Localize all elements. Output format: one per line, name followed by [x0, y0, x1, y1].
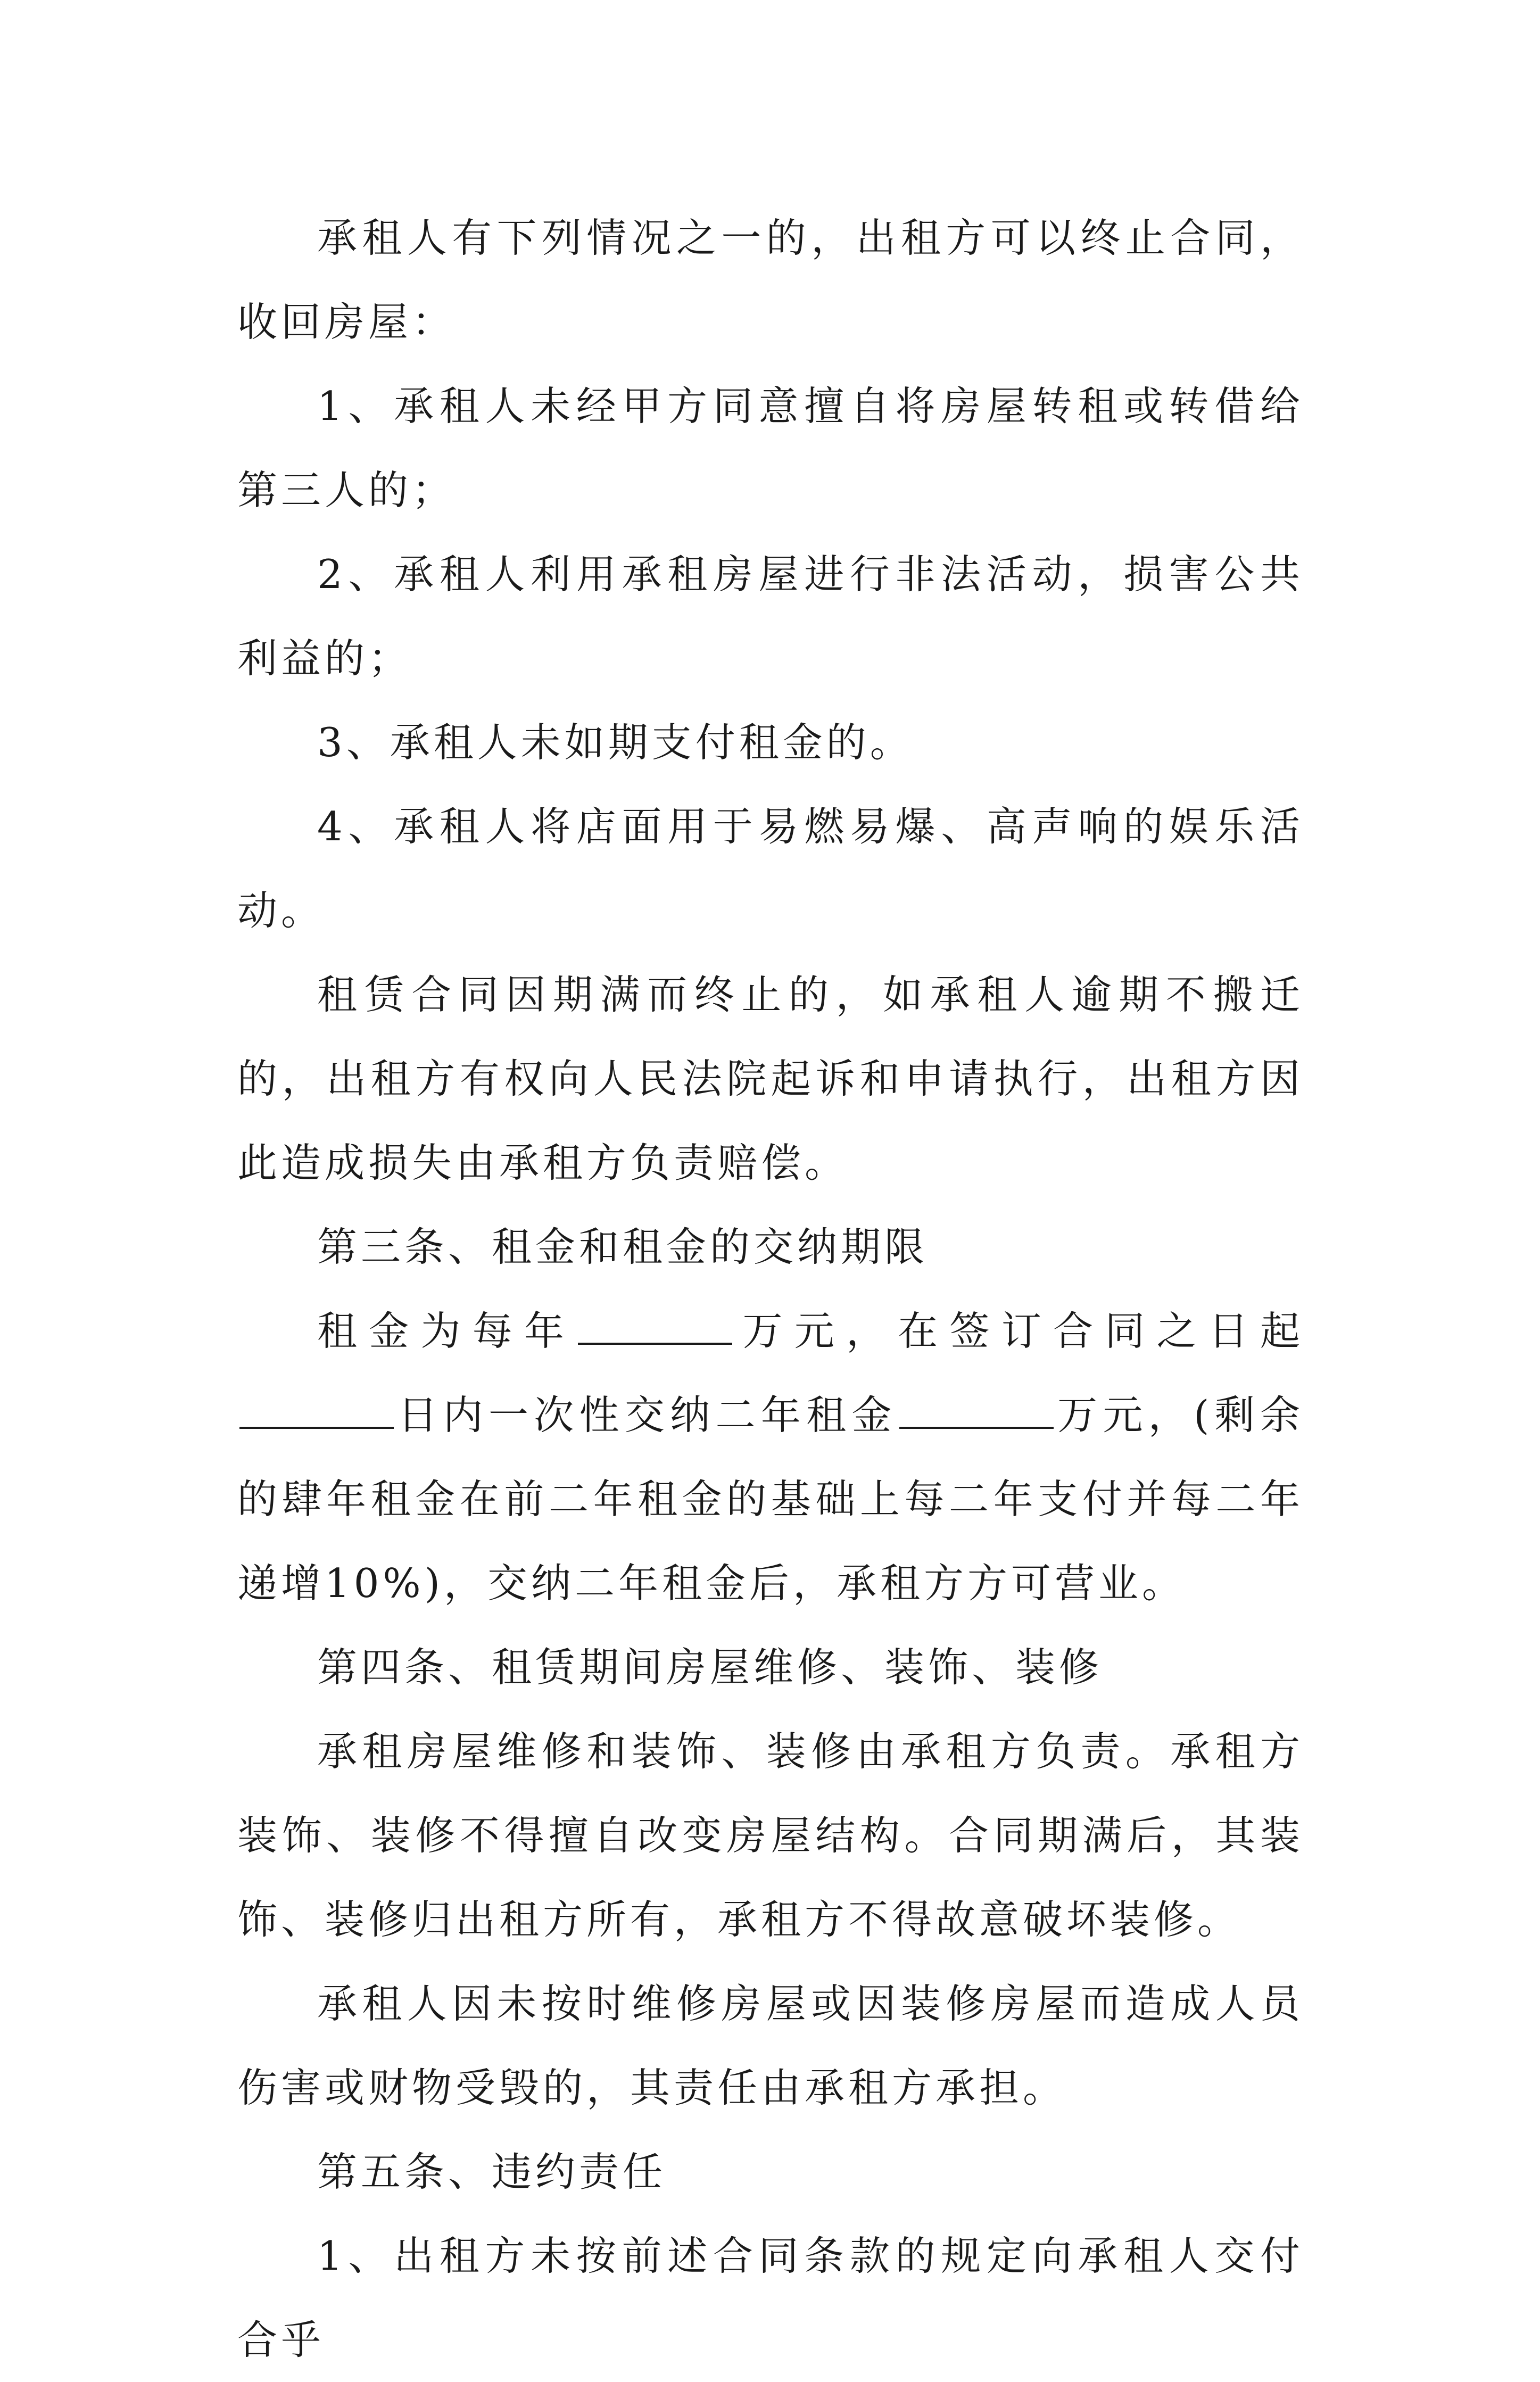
paragraph-item-3: 3、承租人未如期支付租金的。 — [317, 719, 914, 766]
blank-annual-rent — [578, 1305, 732, 1345]
paragraph-rent — [237, 1289, 1304, 1625]
paragraph-liability: 承租人因未按时维修房屋或因装修房屋而造成人员伤害或财物受毁的，其责任由承租方承担。 — [237, 1980, 1304, 2111]
rent-text-d: 万元，(剩余的肆年租金在前二年租金的基础上每二年支付并每二年递增10%)，交纳二年租金后，承租方方可营业。 — [237, 1392, 1304, 1607]
paragraph-expiry: 租赁合同因期满而终止的，如承租人逾期不搬迁的，出租方有权向人民法院起诉和申请执行，出租方因此造成损失由承租方负责赔偿。 — [237, 971, 1304, 1186]
heading-article-4: 第四条、租赁期间房屋维修、装饰、装修 — [317, 1644, 1103, 1691]
blank-two-year-rent — [899, 1390, 1054, 1429]
rent-text-b: 万元，在签订合同之日起 — [734, 1308, 1304, 1354]
paragraph-item-2: 2、承租人利用承租房屋进行非法活动，损害公共利益的； — [237, 551, 1304, 682]
rent-text-a: 租金为每年 — [317, 1308, 576, 1354]
paragraph-item-1: 1、承租人未经甲方同意擅自将房屋转租或转借给第三人的； — [237, 383, 1304, 514]
paragraph-breach-1: 1、出租方未按前述合同条款的规定向承租人交付合乎 — [237, 2232, 1304, 2363]
paragraph-maintenance: 承租房屋维修和装饰、装修由承租方负责。承租方装饰、装修不得擅自改变房屋结构。合同期满后，其装饰、装修归出租方所有，承租方不得故意破坏装修。 — [237, 1728, 1304, 1943]
heading-article-3: 第三条、租金和租金的交纳期限 — [317, 1223, 929, 1270]
paragraph-termination-intro: 承租人有下列情况之一的，出租方可以终止合同，收回房屋： — [237, 214, 1304, 345]
document-body — [237, 196, 1304, 2382]
paragraph-item-4: 4、承租人将店面用于易燃易爆、高声响的娱乐活动。 — [237, 803, 1304, 934]
blank-days — [239, 1390, 394, 1429]
rent-text-c: 日内一次性交纳二年租金 — [396, 1392, 897, 1438]
heading-article-5: 第五条、违约责任 — [317, 2148, 667, 2195]
